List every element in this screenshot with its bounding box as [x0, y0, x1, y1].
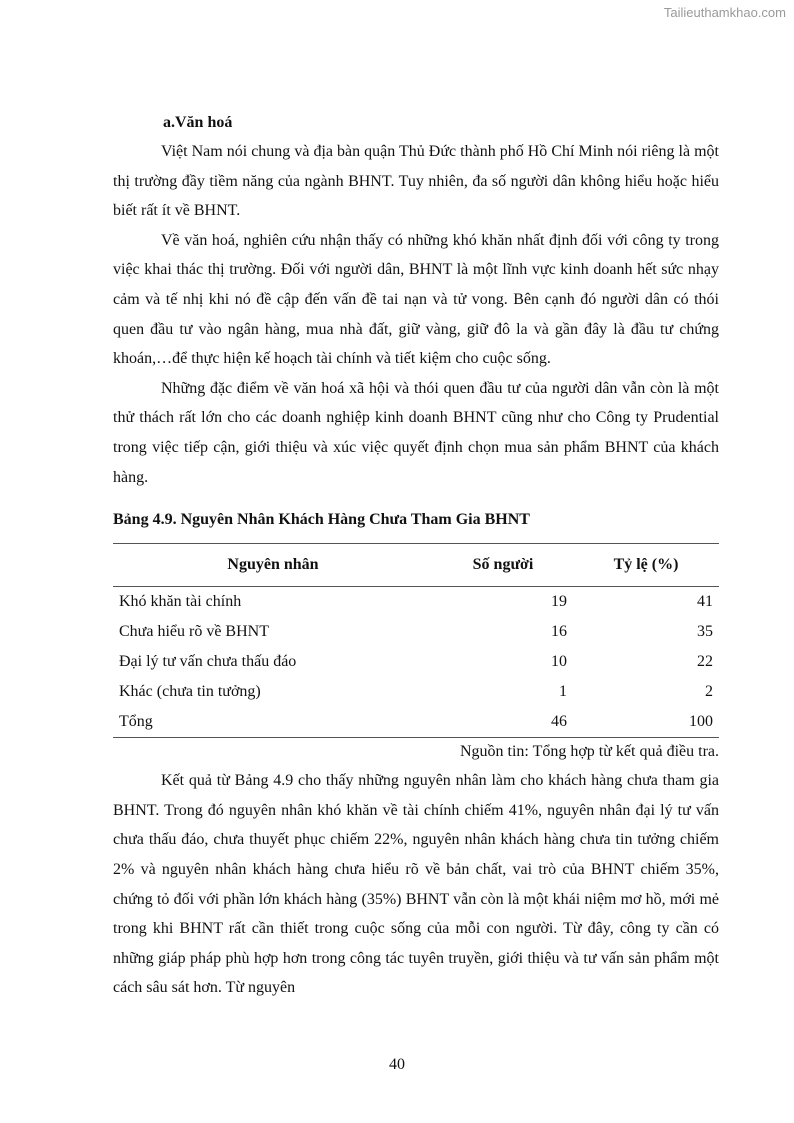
table-caption: Bảng 4.9. Nguyên Nhân Khách Hàng Chưa Tham Gia BHNT: [113, 511, 530, 529]
watermark: Tailieuthamkhao.com: [663, 5, 786, 20]
cell-cause: Khó khăn tài chính: [119, 593, 242, 611]
table-row: [113, 587, 719, 618]
page-number: 40: [389, 1056, 405, 1073]
table-header-row: [113, 544, 719, 587]
header-count: Số người: [433, 544, 573, 587]
table-row: [113, 647, 719, 677]
page-content: [113, 108, 719, 1003]
cell-count: 10: [551, 653, 567, 671]
table-row: [113, 677, 719, 707]
cell-count: 16: [551, 623, 567, 641]
cell-percent: 22: [697, 653, 713, 671]
table-row: [113, 617, 719, 647]
cell-cause: Đại lý tư vấn chưa thấu đáo: [119, 653, 297, 671]
cell-percent: 41: [697, 593, 713, 611]
header-percent: Tỷ lệ (%): [573, 544, 719, 587]
cell-cause: Chưa hiểu rõ về BHNT: [119, 623, 269, 641]
paragraph-2: Về văn hoá, nghiên cứu nhận thấy có những khó khăn nhất định đối với công ty trong việc khai thác thị trường. Đối với người dân, BHNT là một lĩnh vực kinh doanh hết sức nhạy cảm và tế nhị khi nó đề cập đến vấn đề tai nạn và tử vong. Bên cạnh đó người dân có thói quen đầu tư vào ngân hàng, mua nhà đất, giữ vàng, giữ đô la và gần đây là đầu tư chứng khoán,…để thực hiện kế hoạch tài chính và tiết kiệm cho cuộc sống.: [113, 231, 719, 368]
paragraph-4: Kết quả từ Bảng 4.9 cho thấy những nguyên nhân làm cho khách hàng chưa tham gia BHNT. Trong đó nguyên nhân khó khăn về tài chính chiếm 41%, nguyên nhân đại lý tư vấn chưa thấu đáo, chưa thuyết phục chiếm 22%, nguyên nhân khách hàng chưa tin tưởng chiếm 2% và nguyên nhân khách hàng chưa hiểu rõ về bản chất, vai trò của BHNT chiếm 35%, chứng tỏ đối với phần lớn khách hàng (35%) BHNT vẫn còn là một khái niệm mơ hồ, mới mẻ trong khi BHNT rất cần thiết trong cuộc sống của mỗi con người. Từ đây, công ty cần có những giáp pháp phù hợp hơn trong công tác tuyên truyền, giới thiệu và tư vấn sản phẩm một cách sâu sát hơn. Từ nguyên: [113, 772, 719, 997]
data-table: [113, 543, 719, 738]
table-source: Nguồn tin: Tổng hợp từ kết quả điều tra.: [459, 743, 719, 761]
cell-cause: Khác (chưa tin tưởng): [119, 683, 261, 701]
cell-count: 19: [551, 593, 567, 611]
cell-percent: 2: [705, 683, 713, 701]
section-heading: a.Văn hoá: [163, 114, 233, 131]
cell-percent: 100: [573, 707, 719, 738]
cell-cause: Tổng: [113, 707, 433, 738]
cell-count: 1: [559, 683, 567, 701]
header-cause: Nguyên nhân: [113, 544, 433, 587]
table-total-row: [113, 707, 719, 738]
paragraph-1: Việt Nam nói chung và địa bàn quận Thủ Đức thành phố Hồ Chí Minh nói riêng là một thị trường đầy tiềm năng của ngành BHNT. Tuy nhiên, đa số người dân không hiểu hoặc hiểu biết rất ít về BHNT.: [113, 143, 719, 220]
cell-count: 46: [433, 707, 573, 738]
paragraph-3: Những đặc điểm về văn hoá xã hội và thói quen đầu tư của người dân vẫn còn là một thử thách rất lớn cho các doanh nghiệp kinh doanh BHNT cũng như cho Công ty Prudential trong việc tiếp cận, giới thiệu và xúc việc quyết định chọn mua sản phẩm BHNT của khách hàng.: [113, 379, 719, 486]
cell-percent: 35: [697, 623, 713, 641]
